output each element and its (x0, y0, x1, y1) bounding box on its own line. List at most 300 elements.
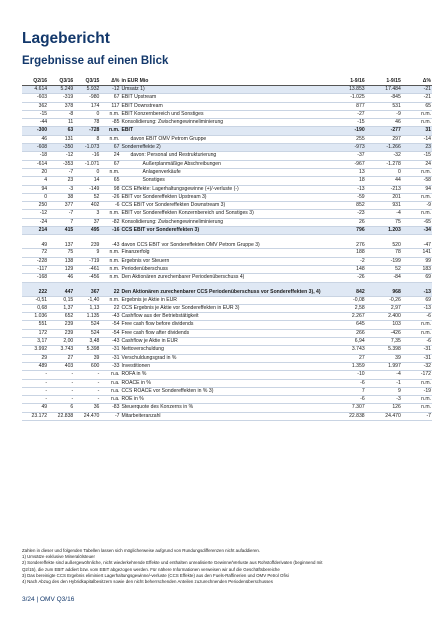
cell-value: 0 (366, 168, 402, 176)
cell-value: -319 (48, 94, 74, 102)
cell-value: - (48, 396, 74, 404)
table-row (22, 94, 432, 102)
cell-value: 8 (74, 135, 100, 143)
cell-value: -21 (402, 94, 432, 102)
cell-value: 99 (402, 257, 432, 265)
cell-value: n.m. (100, 296, 120, 304)
cell-value: n.m. (402, 329, 432, 337)
cell-value: -13 (402, 304, 432, 312)
cell-value: -426 (366, 329, 402, 337)
cell-value: -12 (100, 86, 120, 94)
table-row (22, 346, 432, 354)
cell-value: -117 (22, 265, 48, 273)
cell-value: -614 (22, 160, 48, 168)
cell-value: n.m. (100, 210, 120, 218)
row-label: EBIT Downstream (120, 102, 329, 110)
cell-value: -85 (100, 119, 120, 127)
cell-value: 174 (74, 102, 100, 110)
cell-value: 239 (48, 329, 74, 337)
cell-value: -43 (100, 338, 120, 346)
table-row (22, 296, 432, 304)
cell-value: n.m. (402, 210, 432, 218)
col-header: Q3/15 (74, 76, 100, 86)
cell-value: -37 (329, 152, 365, 160)
cell-value: -0,08 (329, 296, 365, 304)
cell-value: -23 (329, 210, 365, 218)
cell-value: 3.743 (329, 346, 365, 354)
cell-value: -84 (366, 274, 402, 282)
row-label: ROACE in % (120, 379, 329, 387)
table-row (22, 304, 432, 312)
cell-value: -8 (48, 110, 74, 118)
cell-value: 27 (329, 354, 365, 362)
row-label: Cashflow aus der Betriebstätigkeit (120, 313, 329, 321)
row-label: Investitionen (120, 362, 329, 370)
cell-value: 402 (74, 202, 100, 210)
cell-value: 968 (366, 282, 402, 296)
cell-value: 131 (48, 135, 74, 143)
cell-value: -19 (402, 387, 432, 395)
cell-value: 13.853 (329, 86, 365, 94)
cell-value: - (48, 387, 74, 395)
table-row (22, 235, 432, 249)
cell-value: 520 (366, 235, 402, 249)
row-label: Umsatz 1) (120, 86, 329, 94)
cell-value: - (22, 387, 48, 395)
cell-value: 1.036 (22, 313, 48, 321)
col-header: 1-9/16 (329, 76, 365, 86)
cell-value: 239 (74, 235, 100, 249)
row-label: Ergebnis je Aktie in EUR (120, 296, 329, 304)
cell-value: 26 (329, 218, 365, 226)
cell-value: 3 (74, 210, 100, 218)
cell-value: 78 (366, 249, 402, 257)
footnote: 4) Nach Abzug des den Hybridkapitalbesitzern sowie den nicht beherrschenden Anteilen zuzurechnenden Periodenüberschusses (22, 579, 273, 585)
cell-value: 1,37 (48, 304, 74, 312)
table-row (22, 379, 432, 387)
cell-value: -353 (48, 160, 74, 168)
row-label: Anlagenverkäufe (120, 168, 329, 176)
cell-value: 250 (22, 202, 48, 210)
cell-value: 0 (74, 110, 100, 118)
cell-value: n.m. (100, 127, 120, 135)
cell-value: 4.614 (22, 86, 48, 94)
col-header: Q2/16 (22, 76, 48, 86)
cell-value: 1.359 (329, 362, 365, 370)
cell-value: 75 (48, 249, 74, 257)
cell-value: 188 (329, 249, 365, 257)
cell-value: 117 (100, 102, 120, 110)
cell-value: 214 (22, 227, 48, 235)
cell-value: 3.992 (22, 346, 48, 354)
footnote: Q2/15), die zum EBIT addiert bzw. vom EBIT abgezogen werden. Für nähere Informationen verweisen wir auf die Geschäftsbereiche (22, 566, 280, 572)
cell-value: 94 (22, 185, 48, 193)
cell-value: 37 (74, 218, 100, 226)
cell-value: 377 (48, 202, 74, 210)
cell-value: 9 (366, 387, 402, 395)
cell-value: 13 (329, 168, 365, 176)
table-row (22, 144, 432, 152)
cell-value: -7 (100, 412, 120, 420)
row-label: EBIT (120, 127, 329, 135)
cell-value: 2,58 (329, 304, 365, 312)
cell-value: 18 (329, 177, 365, 185)
cell-value: 49 (22, 404, 48, 412)
footnote: 2) Sondereffekte sind außergewöhnliche, nicht wiederkehrende Effekte und enthalten unrealisierte Gewinne/Verluste aus Rohstoffderivaten (beginnend mit (22, 560, 323, 566)
table-row (22, 354, 432, 362)
cell-value: 137 (48, 235, 74, 249)
cell-value: -6 (329, 396, 365, 404)
cell-value: 63 (48, 127, 74, 135)
cell-value: n.m. (100, 110, 120, 118)
cell-value: n.m. (100, 257, 120, 265)
cell-value: 22.838 (329, 412, 365, 420)
cell-value: n.m. (402, 404, 432, 412)
cell-value: 796 (329, 227, 365, 235)
cell-value: -58 (402, 177, 432, 185)
table-row (22, 193, 432, 201)
cell-value: 11 (48, 119, 74, 127)
cell-value: 222 (22, 282, 48, 296)
cell-value: -18 (22, 152, 48, 160)
table-header-row (22, 76, 432, 86)
cell-value: 489 (22, 362, 48, 370)
row-label: CCS Effekte: Lagerhaltungsgewinne (+)/-verluste (-) (120, 185, 329, 193)
cell-value: 524 (74, 321, 100, 329)
cell-value: 46 (48, 274, 74, 282)
cell-value: n.m. (100, 168, 120, 176)
row-label: EBIT Upstream (120, 94, 329, 102)
cell-value: 24.470 (366, 412, 402, 420)
table-row (22, 338, 432, 346)
cell-value: -172 (402, 371, 432, 379)
row-label: Free cash flow before dividends (120, 321, 329, 329)
cell-value: 49 (22, 235, 48, 249)
cell-value: 7,35 (366, 338, 402, 346)
cell-value: - (22, 396, 48, 404)
cell-value: 1.997 (366, 362, 402, 370)
row-label: Konsolidierung: Zwischengewinneliminierung (120, 218, 329, 226)
row-label: Den Aktionären zurechenbarer Periodenüberschuss 4) (120, 274, 329, 282)
cell-value: -1,40 (74, 296, 100, 304)
cell-value: n.m. (402, 379, 432, 387)
table-row (22, 86, 432, 94)
cell-value: 36 (74, 404, 100, 412)
cell-value: -0,51 (22, 296, 48, 304)
cell-value: 148 (329, 265, 365, 273)
cell-value: n.m. (100, 274, 120, 282)
cell-value: -228 (22, 257, 48, 265)
cell-value: n.a. (100, 379, 120, 387)
cell-value: 495 (74, 227, 100, 235)
cell-value: 531 (366, 102, 402, 110)
table-row (22, 329, 432, 337)
cell-value: n.m. (402, 321, 432, 329)
cell-value: 0,15 (48, 296, 74, 304)
table-row (22, 371, 432, 379)
cell-value: 1.135 (74, 313, 100, 321)
cell-value: 255 (329, 135, 365, 143)
footer-separator: | (36, 596, 39, 603)
cell-value: 46 (366, 119, 402, 127)
cell-value: 362 (22, 102, 48, 110)
col-header: Q3/16 (48, 76, 74, 86)
cell-value: -33 (100, 362, 120, 370)
cell-value: -15 (329, 119, 365, 127)
cell-value: -300 (22, 127, 48, 135)
cell-value: -12 (22, 210, 48, 218)
cell-value: -44 (22, 119, 48, 127)
cell-value: 39 (74, 354, 100, 362)
table-row (22, 362, 432, 370)
cell-value: - (74, 379, 100, 387)
cell-value: - (22, 371, 48, 379)
cell-value: -9 (402, 202, 432, 210)
cell-value: 23 (48, 177, 74, 185)
table-row (22, 119, 432, 127)
row-label: Den Aktionären zurechenbarer CCS Periodenüberschuss vor Sondereffekten 3), 4) (120, 282, 329, 296)
cell-value: 29 (22, 354, 48, 362)
cell-value: -350 (48, 144, 74, 152)
table-row (22, 412, 432, 420)
cell-value: - (74, 396, 100, 404)
cell-value: 1,13 (74, 304, 100, 312)
table-row (22, 168, 432, 176)
cell-value: 129 (48, 265, 74, 273)
footnote: 3) Das bereinigte CCS Ergebnis eliminiert Lagerhaltungsgewinne/-verluste (CCS Effekte) aus den Fuels-Raffinerien und OMV Petrol Ofisi (22, 572, 289, 578)
cell-value: 415 (48, 227, 74, 235)
page-number: 3/24 (22, 596, 35, 603)
cell-value: -1 (366, 379, 402, 387)
row-label: davon: Personal und Restrukturierung (120, 152, 329, 160)
cell-value: 3,48 (74, 338, 100, 346)
cell-value: 65 (100, 177, 120, 185)
table-row (22, 227, 432, 235)
table-row (22, 177, 432, 185)
col-header: Δ% (100, 76, 120, 86)
cell-value: -32 (402, 362, 432, 370)
cell-value: -6 (402, 313, 432, 321)
cell-value: 1.203 (366, 227, 402, 235)
cell-value: -31 (100, 354, 120, 362)
cell-value: -3 (48, 185, 74, 193)
table-row (22, 257, 432, 265)
table-row (22, 210, 432, 218)
cell-value: 367 (74, 282, 100, 296)
cell-value: 2.267 (329, 313, 365, 321)
cell-value: - (74, 371, 100, 379)
cell-value: 44 (366, 177, 402, 185)
cell-value: -16 (74, 152, 100, 160)
cell-value: -54 (100, 321, 120, 329)
row-label: Free cash flow after dividends (120, 329, 329, 337)
cell-value: 72 (22, 249, 48, 257)
row-label: Konsolidierung: Zwischengewinneliminierung (120, 119, 329, 127)
cell-value: -59 (329, 193, 365, 201)
cell-value: 6,94 (329, 338, 365, 346)
cell-value: -32 (366, 152, 402, 160)
cell-value: -43 (100, 313, 120, 321)
cell-value: 52 (74, 193, 100, 201)
table-row (22, 321, 432, 329)
row-label: EBIT Konzernbereich und Sonstiges (120, 110, 329, 118)
cell-value: n.m. (100, 135, 120, 143)
cell-value: 22 (100, 304, 120, 312)
cell-value: -199 (366, 257, 402, 265)
table-row (22, 127, 432, 135)
cell-value: 67 (100, 160, 120, 168)
cell-value: 5.398 (74, 346, 100, 354)
page-footer (22, 596, 74, 603)
cell-value: 378 (48, 102, 74, 110)
table-row (22, 160, 432, 168)
cell-value: 0,68 (22, 304, 48, 312)
row-label: EBIT vor Sondereffekten Upstream 3) (120, 193, 329, 201)
cell-value: -980 (74, 94, 100, 102)
cell-value: -168 (22, 274, 48, 282)
cell-value: 39 (366, 354, 402, 362)
cell-value: 24.470 (74, 412, 100, 420)
cell-value: 38 (48, 193, 74, 201)
cell-value: n.m. (100, 249, 120, 257)
section-title: Ergebnisse auf einen Blick (22, 55, 169, 67)
cell-value: 447 (48, 282, 74, 296)
row-label: Cashflow je Aktie in EUR (120, 338, 329, 346)
cell-value: 9 (74, 249, 100, 257)
cell-value: 239 (48, 321, 74, 329)
cell-value: 183 (402, 265, 432, 273)
table-row (22, 313, 432, 321)
cell-value: -1.266 (366, 144, 402, 152)
cell-value: 75 (366, 218, 402, 226)
cell-value: 7.307 (329, 404, 365, 412)
cell-value: 78 (74, 119, 100, 127)
cell-value: -65 (402, 218, 432, 226)
cell-value: 276 (329, 235, 365, 249)
cell-value: 20 (22, 168, 48, 176)
row-label: EBIT vor Sondereffekten Konzernbereich und Sonstiges 3) (120, 210, 329, 218)
cell-value: n.m. (402, 119, 432, 127)
col-header: 1-9/15 (366, 76, 402, 86)
cell-value: 52 (366, 265, 402, 273)
row-label: davon EBIT OMV Petrom Gruppe (120, 135, 329, 143)
cell-value: - (22, 379, 48, 387)
cell-value: 98 (100, 185, 120, 193)
row-label: CCS EBIT vor Sondereffekten Downstream 3) (120, 202, 329, 210)
cell-value: -15 (402, 152, 432, 160)
cell-value: n.m. (402, 396, 432, 404)
table-row (22, 387, 432, 395)
cell-value: -14 (402, 135, 432, 143)
table-row (22, 404, 432, 412)
cell-value: 22.838 (48, 412, 74, 420)
cell-value: -82 (100, 218, 120, 226)
cell-value: 27 (48, 354, 74, 362)
cell-value: n.a. (100, 396, 120, 404)
cell-value: 67 (100, 94, 120, 102)
cell-value: -845 (366, 94, 402, 102)
cell-value: -34 (402, 227, 432, 235)
col-header: in EUR Mio (120, 76, 329, 86)
cell-value: -1.025 (329, 94, 365, 102)
cell-value: -1.278 (366, 160, 402, 168)
cell-value: 0 (22, 193, 48, 201)
cell-value: n.m. (402, 110, 432, 118)
cell-value: 23 (402, 144, 432, 152)
row-label: davon CCS EBIT vor Sondereffekten OMV Petrom Gruppe 3) (120, 235, 329, 249)
cell-value: -456 (74, 274, 100, 282)
cell-value: 600 (74, 362, 100, 370)
cell-value: 67 (100, 144, 120, 152)
cell-value: 5.932 (74, 86, 100, 94)
cell-value: -6 (100, 202, 120, 210)
cell-value: 69 (402, 296, 432, 304)
cell-value: -16 (100, 227, 120, 235)
cell-value: 3,17 (22, 338, 48, 346)
cell-value: 126 (366, 404, 402, 412)
cell-value: -728 (74, 127, 100, 135)
cell-value: -1.071 (74, 160, 100, 168)
cell-value: 31 (402, 127, 432, 135)
cell-value: 23.172 (22, 412, 48, 420)
cell-value: -21 (402, 86, 432, 94)
footnotes (22, 548, 432, 585)
cell-value: -461 (74, 265, 100, 273)
cell-value: 551 (22, 321, 48, 329)
table-row (22, 185, 432, 193)
cell-value: n.m. (100, 265, 120, 273)
cell-value: 645 (329, 321, 365, 329)
cell-value: -13 (329, 185, 365, 193)
cell-value: -7 (48, 210, 74, 218)
cell-value: - (48, 379, 74, 387)
row-label: Verschuldungsgrad in % (120, 354, 329, 362)
cell-value: -149 (74, 185, 100, 193)
cell-value: 403 (48, 362, 74, 370)
cell-value: 5.398 (366, 346, 402, 354)
row-label: Periodenüberschuss (120, 265, 329, 273)
cell-value: -603 (22, 94, 48, 102)
cell-value: 4 (22, 177, 48, 185)
cell-value: 46 (22, 135, 48, 143)
col-header: Δ% (402, 76, 432, 86)
table-row (22, 152, 432, 160)
cell-value: n.a. (100, 371, 120, 379)
cell-value: 14 (74, 177, 100, 185)
cell-value: -4 (366, 210, 402, 218)
cell-value: 7 (48, 218, 74, 226)
cell-value: -12 (48, 152, 74, 160)
table-row (22, 135, 432, 143)
row-label: Finanzerfolg (120, 249, 329, 257)
cell-value: 652 (48, 313, 74, 321)
cell-value: -3 (366, 396, 402, 404)
cell-value: 931 (366, 202, 402, 210)
cell-value: -608 (22, 144, 48, 152)
cell-value: -47 (402, 235, 432, 249)
cell-value: 22 (100, 282, 120, 296)
cell-value: 5.249 (48, 86, 74, 94)
cell-value: n.a. (100, 387, 120, 395)
cell-value: 877 (329, 102, 365, 110)
row-label: Steuerquote des Konzerns in % (120, 404, 329, 412)
row-label: CCS EBIT vor Sondereffekten 3) (120, 227, 329, 235)
document-name: OMV Q3/16 (39, 596, 75, 603)
cell-value: 103 (366, 321, 402, 329)
cell-value: -31 (402, 354, 432, 362)
cell-value: -15 (22, 110, 48, 118)
cell-value: - (74, 387, 100, 395)
